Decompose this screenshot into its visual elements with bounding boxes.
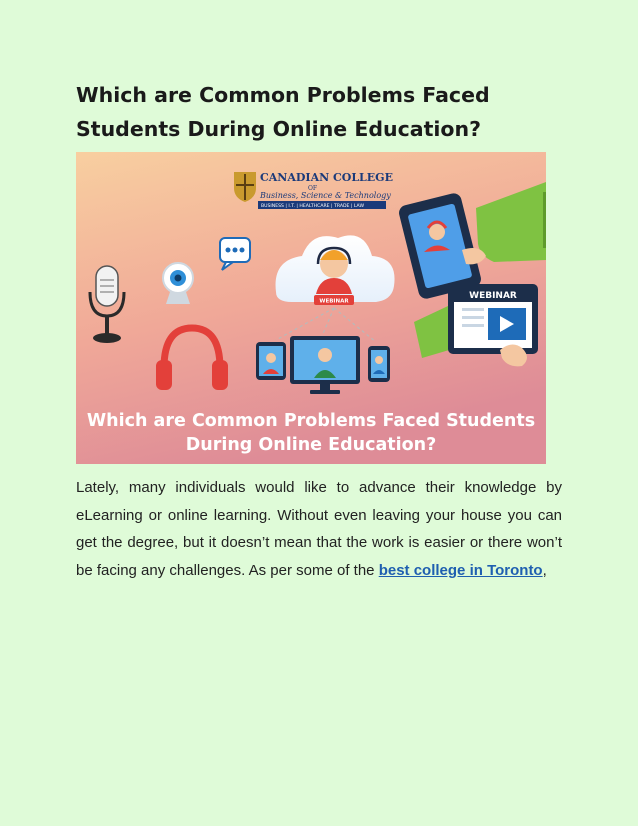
paragraph-text: Lately, many individuals would like to advance their knowledge by eLearning or online learning. Without even leaving your house you can get the degree, but it doesn’t mean that the work is easier or there won’t be facing any challenges. As per some of the — [76, 479, 562, 579]
phone-device-icon — [368, 346, 390, 382]
webinar-badge: WEBINAR — [319, 298, 349, 305]
paragraph-trailing-punctuation: , — [542, 561, 547, 579]
logo-tags: BUSINESS | I.T. | HEALTHCARE | TRADE | LAW — [261, 204, 364, 209]
play-video-icon — [488, 308, 526, 340]
body-paragraph — [76, 474, 562, 584]
banner-image — [76, 152, 546, 464]
title-line-1: Which are Common Problems Faced — [76, 83, 490, 107]
best-college-link[interactable]: best college in Toronto — [378, 561, 543, 579]
logo-of: OF — [308, 185, 318, 192]
tablet-device-icon — [256, 342, 286, 380]
webinar-screen-label: WEBINAR — [469, 291, 517, 301]
page-title — [76, 78, 576, 146]
banner-caption-line-1: Which are Common Problems Faced Students — [86, 411, 536, 431]
banner-caption-line-2: During Online Education? — [185, 435, 437, 455]
title-line-2: Students During Online Education? — [76, 117, 481, 141]
logo-name: CANADIAN COLLEGE — [260, 171, 393, 184]
logo-subtitle: Business, Science & Technology — [260, 191, 391, 200]
